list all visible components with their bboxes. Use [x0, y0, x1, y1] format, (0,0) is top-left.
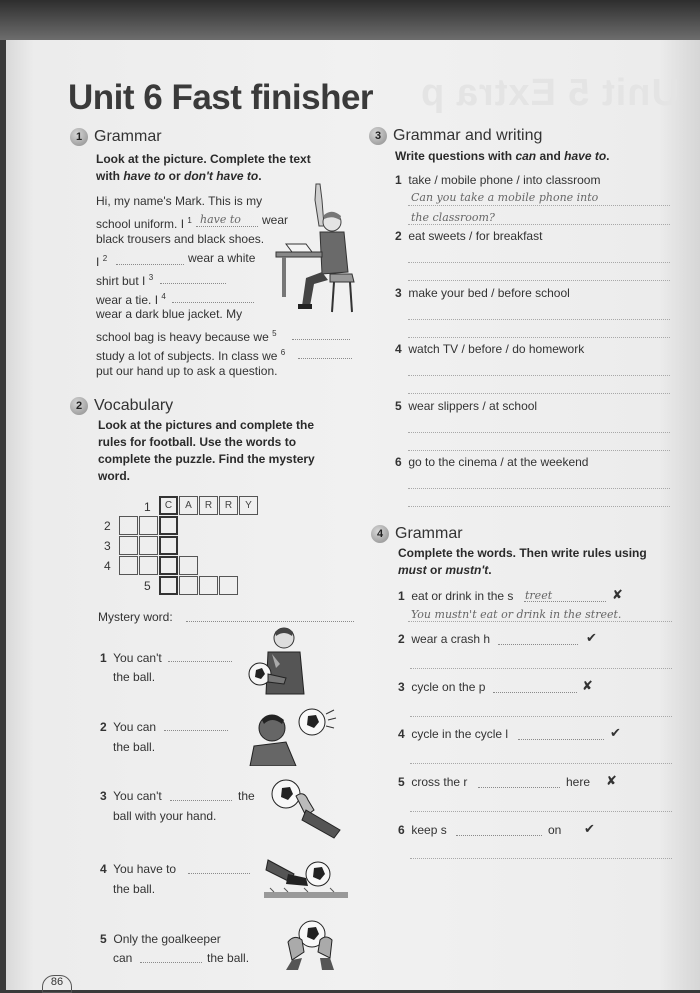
crossword-cell[interactable] — [119, 516, 138, 535]
rule-fill: treet — [525, 589, 553, 602]
vocab-item-3-mid: the — [238, 789, 255, 803]
text-line: wear a dark blue jacket. My — [96, 307, 243, 321]
rule-item-1: 1 eat or drink in the s — [398, 589, 514, 603]
page-number: 86 — [42, 975, 72, 993]
text-line: wear a tie. I $^4$ — [96, 292, 166, 307]
crossword-row-number: 2 — [104, 519, 111, 533]
player-kicking-ball-illustration — [264, 852, 350, 902]
answer-line[interactable] — [408, 319, 670, 320]
answer-line[interactable] — [408, 375, 670, 376]
text-line: put our hand up to ask a question. — [96, 364, 278, 378]
word-blank[interactable] — [493, 692, 577, 693]
crossword-row-number: 3 — [104, 539, 111, 553]
section-number-badge: 3 — [369, 127, 387, 145]
answer-line[interactable] — [408, 450, 670, 451]
crossword-cell[interactable] — [159, 576, 178, 595]
rule-answer: You mustn't eat or drink in the street. — [411, 608, 622, 621]
rule-after-text: here — [566, 775, 591, 789]
rule-item-6: 6 keep s — [398, 823, 447, 837]
player-holding-ball-illustration — [246, 624, 308, 700]
vocab-item-4: 4 You have to — [100, 862, 177, 876]
answer-line[interactable] — [410, 716, 672, 717]
section-heading: Grammar and writing — [393, 127, 543, 144]
section-1-header — [70, 128, 162, 146]
section-heading: Grammar — [94, 128, 162, 145]
blank-4[interactable] — [172, 302, 254, 303]
crossword-row-number: 5 — [144, 579, 151, 593]
bleed-through-text: Unit 5 Extra p — [420, 72, 679, 114]
text-line: Hi, my name's Mark. This is my — [96, 194, 263, 208]
crossword-cell[interactable]: Y — [239, 496, 258, 515]
crossword-cell[interactable] — [179, 576, 198, 595]
section-heading: Vocabulary — [94, 397, 174, 414]
player-heading-ball-illustration — [246, 706, 338, 766]
text-line: study a lot of subjects. In class we $^6$ — [96, 348, 286, 363]
mystery-word-blank[interactable] — [186, 621, 354, 622]
answer-line[interactable] — [408, 205, 670, 206]
check-icon: ✔ — [610, 725, 621, 740]
text-word: wear a white — [188, 251, 256, 265]
mystery-word-label: Mystery word: — [98, 610, 173, 624]
section-2-header — [70, 397, 173, 415]
crossword-row-number: 1 — [144, 500, 151, 514]
vocab-item-2: 2 You can — [100, 720, 157, 734]
vocab-item-1-end: the ball. — [113, 670, 156, 684]
word-blank[interactable] — [456, 835, 542, 836]
section-2-instructions: Look at the pictures and complete the rules for football. Use the words to complete the puzzle. Find the mystery word. — [98, 418, 315, 483]
text-line: I $^2$ — [96, 254, 108, 269]
answer-line[interactable] — [410, 811, 672, 812]
student-raising-hand-illustration — [272, 182, 358, 318]
answer-line[interactable] — [408, 488, 670, 489]
crossword-row-number: 4 — [104, 559, 111, 573]
section-4-instructions: Complete the words. Then write rules using must or mustn't. — [398, 546, 647, 577]
answer-line[interactable] — [408, 393, 670, 394]
section-3-header — [369, 127, 542, 145]
answer-line[interactable] — [408, 262, 670, 263]
blank-2[interactable] — [116, 264, 184, 265]
crossword-cell[interactable]: R — [199, 496, 218, 515]
question-item-1: 1 take / mobile phone / into classroom — [395, 173, 601, 187]
text-word: wear — [262, 213, 289, 227]
crossword-cell[interactable]: A — [179, 496, 198, 515]
crossword-cell[interactable] — [139, 516, 158, 535]
question-item-6: 6 go to the cinema / at the weekend — [395, 455, 589, 469]
rule-item-5: 5 cross the r — [398, 775, 468, 789]
hand-touching-ball-illustration — [266, 776, 342, 840]
cross-icon: ✘ — [612, 587, 623, 602]
vocab-blank-5[interactable] — [140, 962, 202, 963]
rule-item-3: 3 cycle on the p — [398, 680, 486, 694]
cross-icon: ✘ — [606, 773, 617, 788]
text-line: black trousers and black shoes. — [96, 232, 265, 246]
text-line: school uniform. I $^1$ — [96, 216, 192, 231]
answer-line[interactable] — [408, 621, 672, 622]
check-icon: ✔ — [584, 821, 595, 836]
vocab-item-5-start: can — [113, 951, 133, 965]
rule-item-2: 2 wear a crash h — [398, 632, 491, 646]
blank-5[interactable] — [292, 339, 350, 340]
scanner-top-edge — [0, 0, 700, 40]
crossword-cell[interactable] — [179, 556, 198, 575]
section-number-badge: 2 — [70, 397, 88, 415]
vocab-item-1: 1 You can't — [100, 651, 162, 665]
vocab-item-5-end: the ball. — [207, 951, 250, 965]
answer-line[interactable] — [408, 280, 670, 281]
vocab-blank-3[interactable] — [170, 800, 232, 801]
section-number-badge: 4 — [371, 525, 389, 543]
cross-icon: ✘ — [582, 678, 593, 693]
question-item-5: 5 wear slippers / at school — [395, 399, 538, 413]
crossword-cell[interactable] — [119, 536, 138, 555]
vocab-blank-1[interactable] — [168, 661, 232, 662]
crossword-cell[interactable] — [219, 576, 238, 595]
blank-3[interactable] — [160, 283, 226, 284]
crossword-cell[interactable] — [159, 556, 178, 575]
vocab-item-5: 5 Only the goalkeeper — [100, 932, 221, 946]
question-answer: Can you take a mobile phone into — [411, 191, 599, 204]
question-item-2: 2 eat sweets / for breakfast — [395, 229, 543, 243]
section-4-header — [371, 525, 463, 543]
crossword-cell[interactable] — [159, 516, 178, 535]
section-3-instructions: Write questions with can and have to. — [395, 149, 610, 163]
goalkeeper-catching-ball-illustration — [282, 918, 338, 970]
answer-line[interactable] — [408, 337, 670, 338]
question-item-4: 4 watch TV / before / do homework — [395, 342, 585, 356]
vocab-item-4-end: the ball. — [113, 882, 156, 896]
word-blank[interactable] — [524, 601, 606, 602]
rule-item-4: 4 cycle in the cycle l — [398, 727, 509, 741]
question-item-3: 3 make your bed / before school — [395, 286, 570, 300]
vocab-blank-4[interactable] — [188, 873, 250, 874]
answer-line[interactable] — [410, 668, 672, 669]
word-blank[interactable] — [518, 739, 604, 740]
check-icon: ✔ — [586, 630, 597, 645]
crossword-cell[interactable] — [159, 536, 178, 555]
crossword-cell[interactable]: C — [159, 496, 178, 515]
answer-line[interactable] — [408, 432, 670, 433]
vocab-item-3: 3 You can't — [100, 789, 162, 803]
vocab-blank-2[interactable] — [164, 730, 228, 731]
crossword-cell[interactable] — [119, 556, 138, 575]
crossword-cell[interactable] — [139, 536, 158, 555]
answer-line[interactable] — [408, 506, 670, 507]
rule-after-text: on — [548, 823, 562, 837]
question-answer: the classroom? — [411, 211, 495, 224]
text-line: shirt but I $^3$ — [96, 273, 154, 288]
answer-line[interactable] — [410, 763, 672, 764]
section-number-badge: 1 — [70, 128, 88, 146]
blank-1[interactable] — [196, 226, 258, 227]
page-title: Unit 6 Fast finisher — [68, 78, 374, 117]
crossword-cell[interactable] — [139, 556, 158, 575]
answer-have-to: have to — [200, 213, 241, 226]
crossword-cell[interactable] — [199, 576, 218, 595]
text-line: school bag is heavy because we $^5$ — [96, 329, 277, 344]
word-blank[interactable] — [478, 787, 560, 788]
vocab-item-3-end: ball with your hand. — [113, 809, 217, 823]
crossword-cell[interactable]: R — [219, 496, 238, 515]
answer-line[interactable] — [408, 224, 670, 225]
answer-line[interactable] — [410, 858, 672, 859]
blank-6[interactable] — [298, 358, 352, 359]
section-1-instructions: Look at the picture. Complete the text with have to or don't have to. — [96, 152, 311, 183]
section-heading: Grammar — [395, 525, 463, 542]
vocab-item-2-end: the ball. — [113, 740, 156, 754]
word-blank[interactable] — [498, 644, 578, 645]
